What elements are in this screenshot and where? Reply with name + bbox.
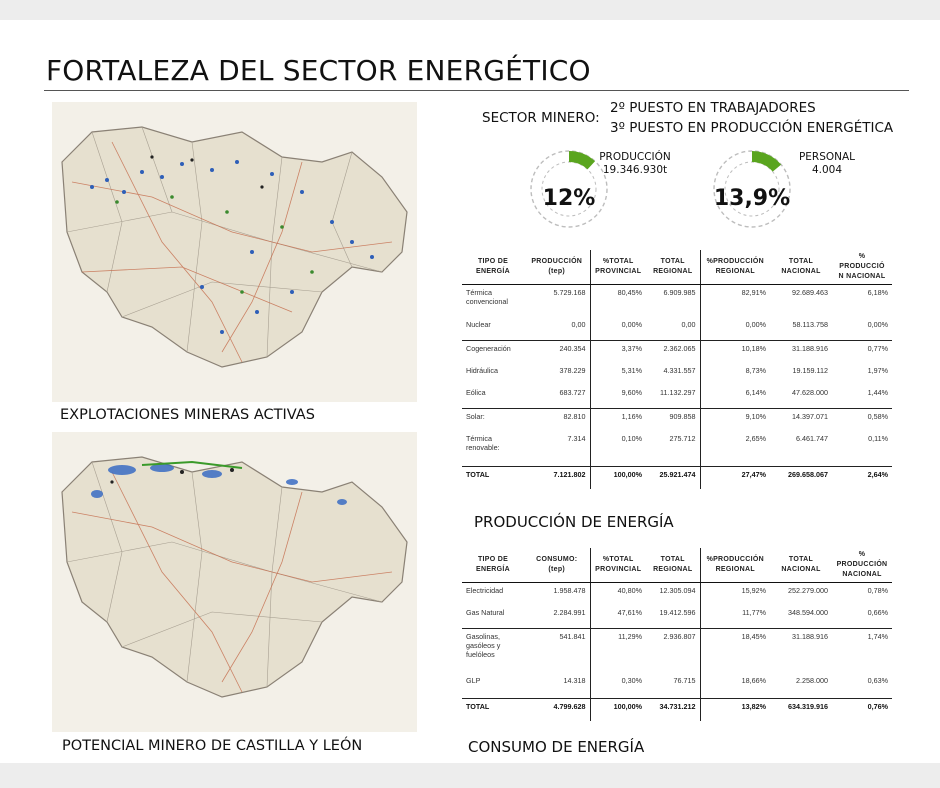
mining-activity-map (52, 102, 417, 402)
personnel-gauge-fill (752, 151, 781, 172)
table-row (462, 699, 892, 721)
table-cell: Térmica renovable: (466, 433, 500, 452)
table-row (462, 673, 892, 699)
table-row (462, 409, 892, 431)
sector-rank-workers: 2º PUESTO EN TRABAJADORES (610, 100, 816, 116)
table-cell: 2,65% (700, 431, 770, 467)
production-section-title: PRODUCCIÓN DE ENERGÍA (474, 513, 674, 531)
production-col-type: TIPO DE ENERGÍA (462, 250, 524, 285)
map-castilla-leon-activity (52, 102, 417, 402)
table-cell: Gas Natural (466, 607, 505, 617)
production-table (462, 250, 892, 489)
table-cell: 9,60% (590, 385, 646, 409)
table-cell: 47.628.000 (792, 387, 828, 397)
map-castilla-leon-potential (52, 432, 417, 732)
table-cell: 269.658.067 (770, 467, 832, 489)
title-divider (44, 90, 909, 91)
table-cell: 11.132.297 (660, 387, 696, 397)
sector-rank-production: 3º PUESTO EN PRODUCCIÓN ENERGÉTICA (610, 120, 894, 136)
table-cell: 2.936.807 (646, 629, 700, 673)
table-cell: Térmica convencional (466, 288, 508, 306)
table-cell: 14.397.071 (770, 409, 832, 431)
table-cell: 92.689.463 (792, 288, 828, 297)
table-cell: 1,16% (590, 409, 646, 431)
consumption-section-title: CONSUMO DE ENERGÍA (468, 738, 645, 756)
table-cell: 1,74% (832, 629, 892, 673)
table-cell: 5,31% (590, 363, 646, 385)
table-cell: 2.362.065 (646, 341, 700, 363)
table-cell: 275.712 (669, 433, 696, 443)
consumption-col-amount: CONSUMO: (tep) (524, 548, 590, 583)
table-row (462, 583, 892, 605)
table-cell: 0,10% (590, 431, 646, 467)
table-cell: 7.314 (567, 433, 586, 443)
table-cell: 252.279.000 (788, 586, 828, 595)
production-gauge-sub: 19.346.930t (602, 164, 668, 176)
table-cell: 6,14% (700, 385, 770, 409)
top-map-caption: EXPLOTACIONES MINERAS ACTIVAS (60, 407, 315, 423)
table-cell: 18,45% (700, 629, 770, 673)
table-cell: 0,66% (867, 607, 888, 617)
table-cell: TOTAL (462, 467, 524, 489)
personnel-gauge-value: 13,9% (713, 186, 791, 211)
consumption-col-pct-prov: %TOTAL PROVINCIAL (590, 548, 646, 583)
table-cell: 0,00% (700, 317, 770, 341)
table-cell: 6,18% (867, 288, 888, 297)
table-cell: 2.258.000 (796, 675, 828, 685)
table-cell: 0,77% (832, 341, 892, 363)
consumption-col-total-nac: TOTAL NACIONAL (770, 548, 832, 583)
consumption-table (462, 548, 892, 721)
table-cell: 31.188.916 (770, 341, 832, 363)
table-cell: 7.121.802 (524, 467, 590, 489)
table-cell: 100,00% (590, 467, 646, 489)
table-cell: 14.318 (563, 675, 586, 685)
table-cell: 0,00 (681, 319, 696, 329)
table-cell: 683.727 (559, 387, 586, 397)
personnel-gauge-title: PERSONAL (798, 151, 856, 163)
production-gauge-title: PRODUCCIÓN (599, 151, 671, 163)
table-cell: 34.731.212 (646, 699, 700, 721)
table-cell: 2.284.991 (553, 607, 586, 617)
slide (0, 20, 940, 763)
table-row (462, 431, 892, 467)
table-cell: 1,44% (867, 387, 888, 397)
consumption-col-type: TIPO DE ENERGÍA (462, 548, 524, 583)
table-cell: Electricidad (466, 586, 504, 595)
production-col-pct-prov: %TOTAL PROVINCIAL (590, 250, 646, 285)
table-cell: 18,66% (700, 673, 770, 699)
table-cell: 1.958.478 (553, 586, 586, 595)
table-cell: 10,18% (700, 341, 770, 363)
table-cell: 100,00% (590, 699, 646, 721)
table-cell: 5.729.168 (553, 288, 586, 297)
table-cell: 909.858 (646, 409, 700, 431)
table-cell: 15,92% (700, 583, 770, 605)
table-cell: 0,30% (590, 673, 646, 699)
table-cell: Nuclear (466, 319, 491, 329)
production-col-pct-reg: %PRODUCCIÓN REGIONAL (700, 250, 770, 285)
table-cell: 6.909.985 (663, 288, 696, 297)
production-table-header (462, 250, 892, 285)
consumption-col-total-reg: TOTAL REGIONAL (646, 548, 700, 583)
table-cell: 82.810 (524, 409, 590, 431)
personnel-gauge-sub: 4.004 (811, 164, 843, 176)
table-row (462, 317, 892, 341)
table-cell: Eólica (466, 387, 486, 397)
table-cell: 82,91% (700, 285, 770, 317)
table-cell: 58.113.758 (792, 319, 828, 329)
personnel-gauge-label (782, 151, 872, 177)
production-col-total-reg: TOTAL REGIONAL (646, 250, 700, 285)
table-cell: 8,73% (700, 363, 770, 385)
table-cell: 11,29% (590, 629, 646, 673)
table-cell: Hidráulica (466, 365, 498, 375)
table-cell: 47,61% (590, 605, 646, 629)
table-cell: 0,00% (590, 317, 646, 341)
production-col-amount: PRODUCCIÓN (tep) (524, 250, 590, 285)
table-cell: Cogeneración (462, 341, 524, 363)
table-cell: 40,80% (590, 583, 646, 605)
table-cell: TOTAL (462, 699, 524, 721)
table-cell: 1,97% (867, 365, 888, 375)
table-cell: Gasolinas, gasóleos y fuelóleos (462, 629, 524, 673)
table-cell: 0,63% (867, 675, 888, 685)
consumption-col-pct-nac: % PRODUCCIÓN NACIONAL (832, 548, 892, 583)
table-row (462, 385, 892, 409)
table-row (462, 605, 892, 629)
table-cell: 240.354 (524, 341, 590, 363)
table-row (462, 285, 892, 317)
table-cell: 3,37% (590, 341, 646, 363)
consumption-table-header (462, 548, 892, 583)
table-cell: 19.159.112 (792, 365, 828, 375)
table-cell: Solar: (462, 409, 524, 431)
table-cell: 0,58% (832, 409, 892, 431)
table-cell: 0,76% (832, 699, 892, 721)
production-gauge-label (590, 151, 680, 177)
table-cell: 4.799.628 (524, 699, 590, 721)
table-cell: 31.188.916 (770, 629, 832, 673)
table-cell: GLP (466, 675, 481, 685)
table-cell: 2,64% (832, 467, 892, 489)
production-col-pct-nac: % PRODUCCIÓ N NACIONAL (832, 250, 892, 285)
sector-label: SECTOR MINERO: (482, 110, 600, 126)
table-row (462, 363, 892, 385)
table-cell: 4.331.557 (663, 365, 696, 375)
production-col-total-nac: TOTAL NACIONAL (770, 250, 832, 285)
table-cell: 25.921.474 (646, 467, 700, 489)
table-cell: 0,00% (867, 319, 888, 329)
table-cell: 6.461.747 (796, 433, 828, 443)
table-cell: 9,10% (700, 409, 770, 431)
table-cell: 0,11% (868, 433, 888, 443)
production-gauge-value: 12% (542, 186, 596, 211)
mining-potential-map (52, 432, 417, 732)
page-title: FORTALEZA DEL SECTOR ENERGÉTICO (46, 54, 591, 87)
table-cell: 541.841 (524, 629, 590, 673)
table-cell: 13,82% (700, 699, 770, 721)
table-cell: 76.715 (673, 675, 696, 685)
table-cell: 80,45% (590, 285, 646, 317)
table-cell: 634.319.916 (770, 699, 832, 721)
table-cell: 0,78% (867, 586, 888, 595)
table-cell: 0,00 (571, 319, 586, 329)
table-row (462, 341, 892, 363)
consumption-col-pct-reg: %PRODUCCIÓN REGIONAL (700, 548, 770, 583)
table-cell: 11,77% (700, 605, 770, 629)
table-row (462, 629, 892, 673)
table-cell: 348.594.000 (788, 607, 828, 617)
table-cell: 19.412.596 (659, 607, 696, 617)
bottom-map-caption: POTENCIAL MINERO DE CASTILLA Y LEÓN (62, 738, 363, 754)
table-cell: 27,47% (700, 467, 770, 489)
table-cell: 378.229 (559, 365, 586, 375)
table-row (462, 467, 892, 489)
table-cell: 12.305.094 (659, 586, 696, 595)
